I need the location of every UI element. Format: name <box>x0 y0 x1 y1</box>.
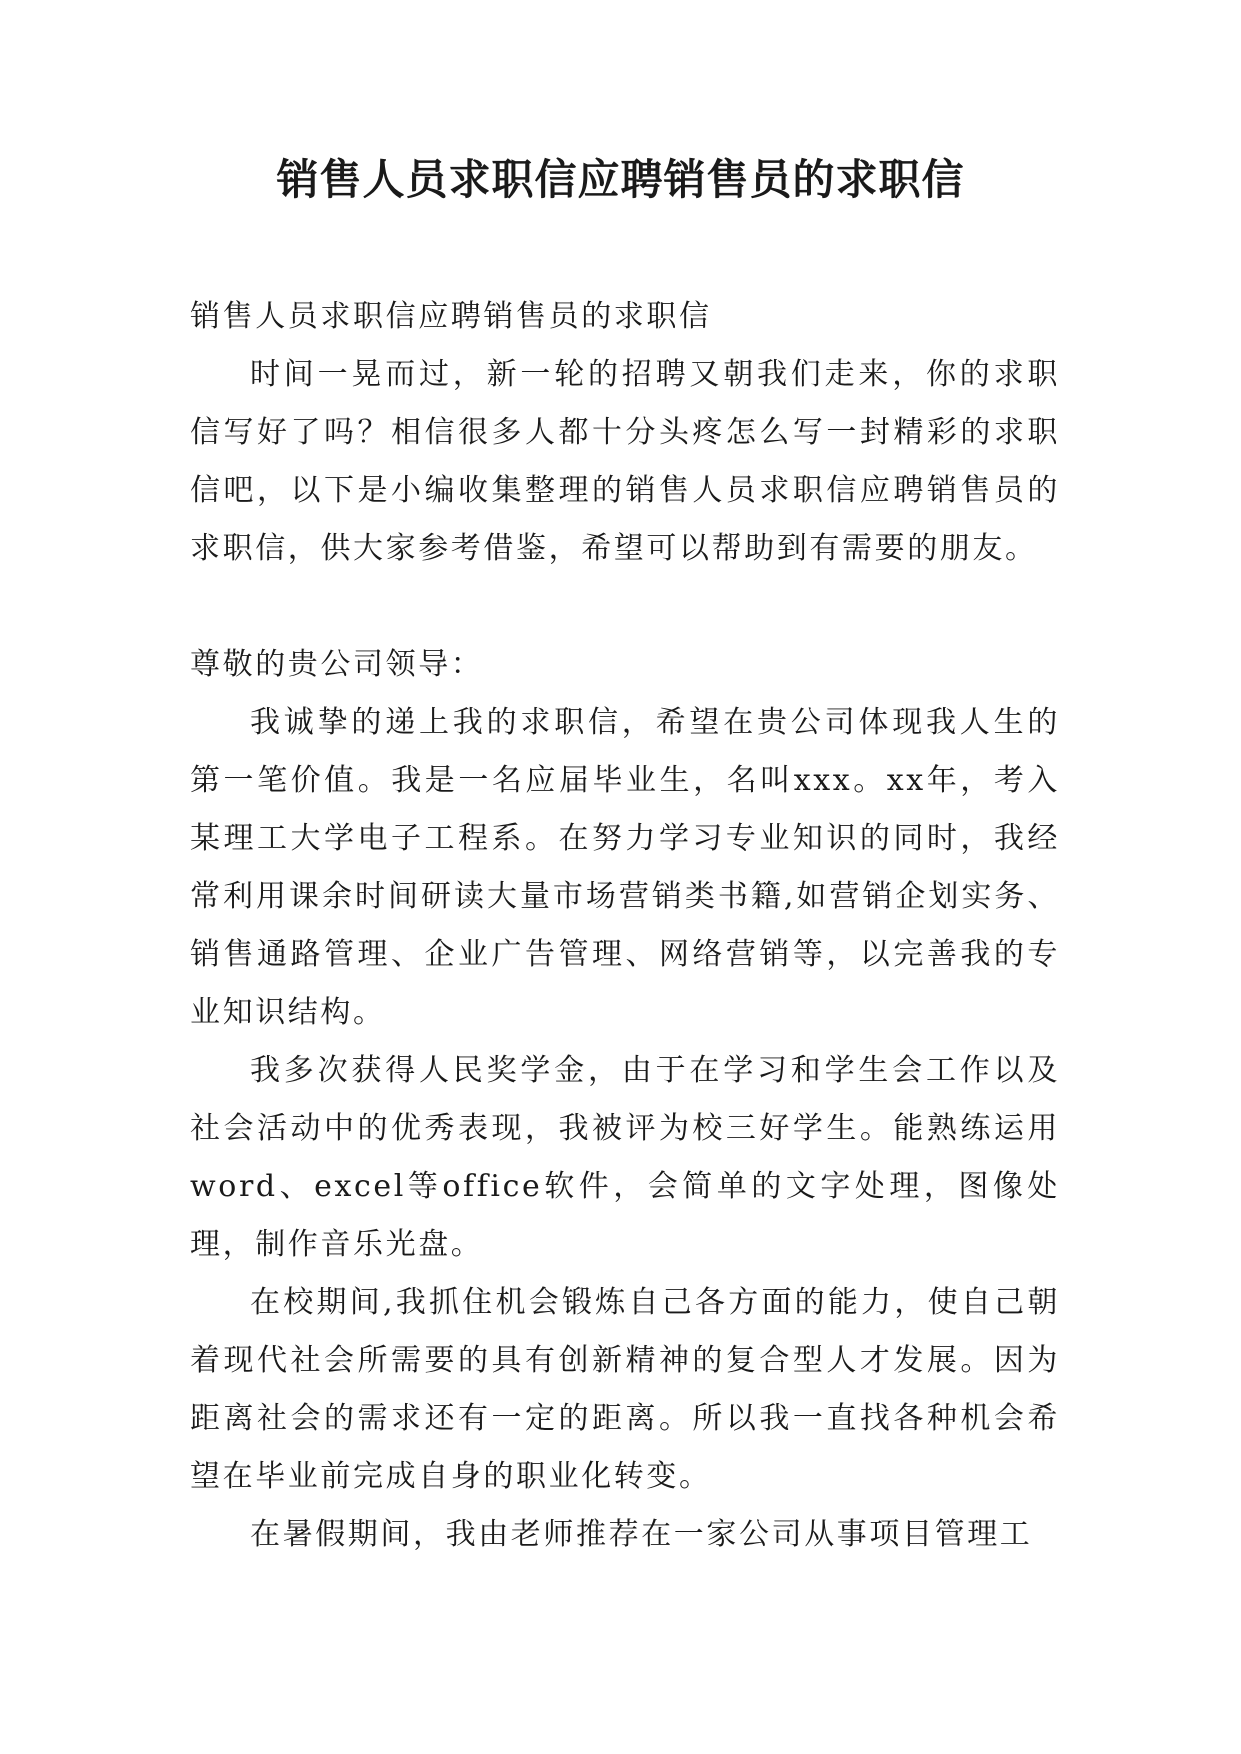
body-paragraph: 在校期间,我抓住机会锻炼自己各方面的能力，使自己朝着现代社会所需要的具有创新精神的复合型人才发展。因为距离社会的需求还有一定的距离。所以我一直找各种机会希望在毕业前完成自身的职业化转变。 <box>190 1285 1060 1494</box>
salutation: 尊敬的贵公司领导： <box>190 647 484 682</box>
document-subtitle: 销售人员求职信应聘销售员的求职信 <box>190 299 712 334</box>
document-body <box>190 288 1060 1564</box>
body-paragraph: 我多次获得人民奖学金，由于在学习和学生会工作以及社会活动中的优秀表现，我被评为校三好学生。能熟练运用word、excel等office软件，会简单的文字处理，图像处理，制作音乐光盘。 <box>190 1053 1060 1262</box>
intro-paragraph: 时间一晃而过，新一轮的招聘又朝我们走来，你的求职信写好了吗？相信很多人都十分头疼怎么写一封精彩的求职信吧，以下是小编收集整理的销售人员求职信应聘销售员的求职信，供大家参考借鉴，希望可以帮助到有需要的朋友。 <box>190 357 1060 566</box>
body-paragraph: 我诚挚的递上我的求职信，希望在贵公司体现我人生的第一笔价值。我是一名应届毕业生，名叫xxx。xx年，考入某理工大学电子工程系。在努力学习专业知识的同时，我经常利用课余时间研读大量市场营销类书籍,如营销企划实务、销售通路管理、企业广告管理、网络营销等，以完善我的专业知识结构。 <box>190 705 1060 1030</box>
body-paragraph: 在暑假期间，我由老师推荐在一家公司从事项目管理工 <box>250 1517 1033 1552</box>
page-title: 销售人员求职信应聘销售员的求职信 <box>276 155 965 204</box>
